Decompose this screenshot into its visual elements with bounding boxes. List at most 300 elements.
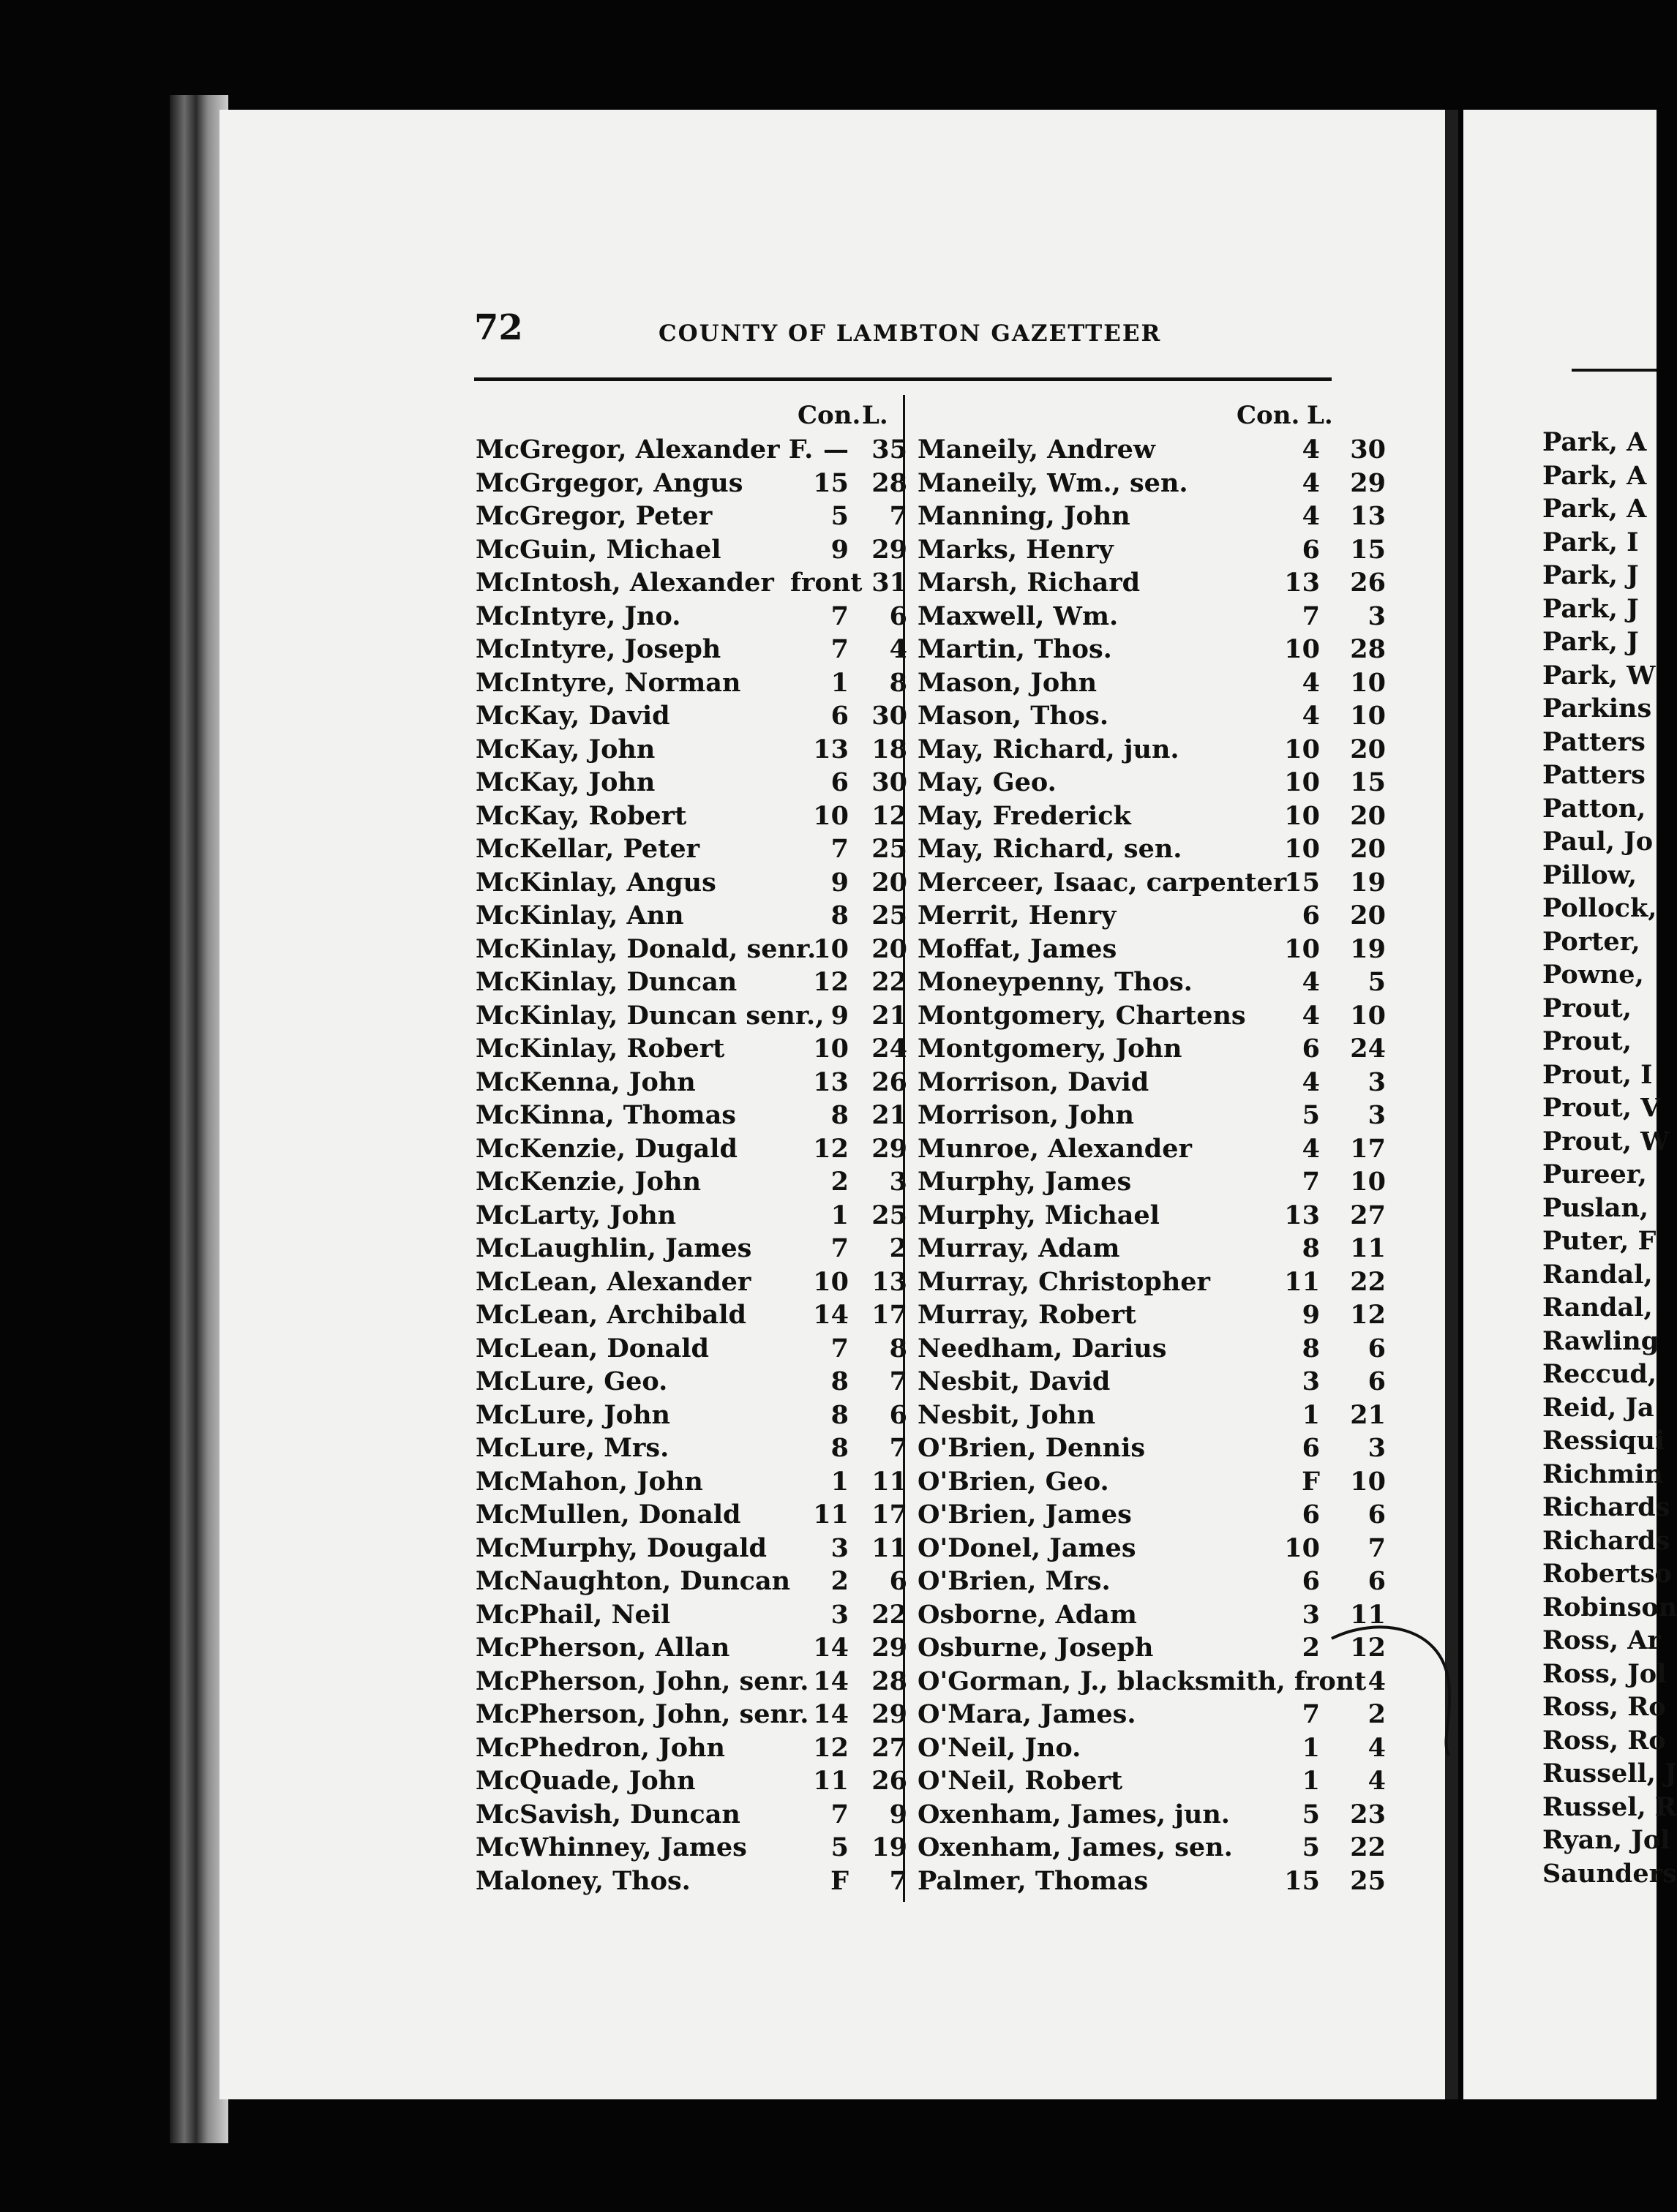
lot-value: 24 (1350, 1034, 1386, 1064)
list-item (476, 433, 907, 467)
concession-value: 2 (830, 1167, 849, 1197)
page-number: 72 (474, 307, 523, 348)
concession-value: 15 (813, 467, 849, 498)
lot-value: 3 (1368, 1100, 1386, 1130)
list-item (918, 766, 1386, 800)
lot-value: 4 (1368, 1766, 1386, 1796)
resident-name: McLure, Mrs. (476, 1433, 669, 1463)
concession-value: 8 (830, 1433, 849, 1463)
list-item (918, 1731, 1386, 1765)
resident-name: McLure, John (476, 1399, 670, 1430)
list-item (476, 1665, 907, 1698)
lot-value: 17 (871, 1500, 907, 1530)
resident-name: McKinlay, Duncan senr., (476, 1000, 825, 1031)
lot-value: 28 (871, 467, 907, 498)
resident-name: McPhedron, John (476, 1732, 725, 1763)
resident-name: McLaughlin, James (476, 1233, 752, 1263)
list-item (918, 899, 1386, 933)
lot-value: 30 (1350, 434, 1386, 464)
resident-name: McKinlay, Ann (476, 900, 684, 930)
resident-name: McKinna, Thomas (476, 1100, 736, 1130)
concession-value: 5 (1302, 1100, 1320, 1130)
list-item (918, 1698, 1386, 1731)
resident-name-partial: Park, A (1542, 494, 1647, 524)
list-item (918, 1665, 1386, 1698)
concession-value: 12 (813, 1133, 849, 1164)
resident-name: McPherson, John, senr. (476, 1666, 809, 1696)
concession-value: 7 (1302, 601, 1320, 631)
concession-value: 10 (1284, 734, 1320, 764)
concession-value: 4 (1302, 467, 1320, 498)
resident-name: Oxenham, James, sen. (918, 1832, 1233, 1862)
lot-value: 30 (871, 767, 907, 797)
list-item (476, 1199, 907, 1233)
concession-value: 8 (830, 1100, 849, 1130)
resident-name-partial: Powne, (1542, 960, 1644, 990)
resident-name: McKinlay, Duncan (476, 967, 738, 997)
lot-value: 10 (1350, 1167, 1386, 1197)
list-item (476, 566, 907, 600)
concession-value: 1 (1302, 1766, 1320, 1796)
list-item (476, 933, 907, 966)
lot-value: 22 (871, 967, 907, 997)
list-item (476, 1165, 907, 1199)
concession-value: front (790, 568, 863, 598)
lot-value: 29 (871, 1133, 907, 1164)
lot-value: 6 (889, 1399, 907, 1430)
concession-value: 2 (1302, 1633, 1320, 1663)
resident-name: O'Donel, James (918, 1532, 1136, 1563)
list-item (476, 1498, 907, 1532)
list-item (918, 467, 1386, 500)
resident-name-partial: Puter, F (1542, 1226, 1657, 1256)
concession-value: 6 (1302, 1433, 1320, 1463)
resident-name-partial: Robinson (1542, 1592, 1677, 1622)
resident-name: Mason, John (918, 667, 1098, 698)
lot-value: 3 (1368, 601, 1386, 631)
lot-value: 3 (889, 1167, 907, 1197)
concession-value: 14 (813, 1699, 849, 1729)
resident-name-partial: Park, W (1542, 660, 1656, 691)
list-item (476, 1532, 907, 1565)
concession-value: 11 (813, 1766, 849, 1796)
concession-value: 14 (813, 1666, 849, 1696)
list-item (918, 1432, 1386, 1465)
concession-value: 10 (1284, 933, 1320, 964)
resident-name: Osborne, Adam (918, 1599, 1137, 1630)
lot-value: 31 (871, 568, 907, 598)
resident-name: Marks, Henry (918, 534, 1114, 565)
list-item (476, 999, 907, 1033)
lot-value: 7 (889, 1433, 907, 1463)
lot-value: 26 (871, 1066, 907, 1097)
lot-value: 21 (871, 1000, 907, 1031)
resident-name-partial: Prout, (1542, 1026, 1632, 1056)
resident-name-partial: Ryan, Jol (1542, 1825, 1670, 1855)
resident-name-partial: Pillow, (1542, 859, 1637, 890)
resident-name: McPherson, Allan (476, 1633, 730, 1663)
lot-value: 20 (1350, 834, 1386, 864)
concession-value: 3 (830, 1532, 849, 1563)
lot-value: 4 (889, 634, 907, 664)
resident-name-partial: Pureer, (1542, 1159, 1647, 1189)
concession-value: 7 (830, 1233, 849, 1263)
resident-name-partial: Rawling (1542, 1325, 1659, 1356)
lot-value: 8 (889, 667, 907, 698)
list-item (918, 1099, 1386, 1132)
book-gutter (1445, 110, 1458, 2099)
concession-value: 1 (1302, 1732, 1320, 1763)
list-item (476, 500, 907, 533)
resident-name: O'Brien, Mrs. (918, 1566, 1111, 1596)
concession-value: 6 (1302, 1500, 1320, 1530)
header-rule (474, 377, 1332, 381)
list-item (476, 733, 907, 767)
list-item (476, 1298, 907, 1332)
list-item (918, 1165, 1386, 1199)
list-item (476, 1731, 907, 1765)
resident-name-partial: Russell, J (1542, 1758, 1677, 1788)
resident-name: Manning, John (918, 501, 1130, 531)
list-item (918, 1199, 1386, 1233)
concession-value: 4 (1302, 967, 1320, 997)
resident-name: Morrison, David (918, 1066, 1149, 1097)
resident-name-partial: Patters (1542, 726, 1646, 757)
resident-name-partial: Ross, Ro (1542, 1692, 1666, 1722)
concession-value: — (823, 434, 849, 464)
lot-value: 10 (1350, 1000, 1386, 1031)
concession-value: 10 (1284, 634, 1320, 664)
concession-value: 3 (1302, 1366, 1320, 1396)
concession-value: 7 (830, 634, 849, 664)
resident-name: Merceer, Isaac, carpenter (918, 867, 1287, 898)
list-item (476, 1332, 907, 1366)
list-item (918, 1066, 1386, 1099)
resident-name: Osburne, Joseph (918, 1633, 1154, 1663)
lot-value: 4 (1368, 1732, 1386, 1763)
list-item (918, 1798, 1386, 1832)
list-item (476, 600, 907, 633)
concession-value: F (830, 1865, 849, 1896)
lot-value: 21 (1350, 1399, 1386, 1430)
resident-name: McMullen, Donald (476, 1500, 741, 1530)
list-item (918, 800, 1386, 833)
lot-value: 6 (1368, 1366, 1386, 1396)
list-item (918, 733, 1386, 767)
concession-value: 4 (1302, 701, 1320, 731)
resident-name: McLarty, John (476, 1200, 677, 1230)
resident-name: Nesbit, John (918, 1399, 1096, 1430)
lot-value: 26 (871, 1766, 907, 1796)
concession-value: 15 (1284, 1865, 1320, 1896)
concession-value: 4 (1302, 667, 1320, 698)
concession-value: F (1302, 1466, 1320, 1497)
concession-value: 11 (1284, 1266, 1320, 1297)
lot-value: 11 (1350, 1233, 1386, 1263)
resident-name: McSavish, Duncan (476, 1799, 740, 1829)
list-item (918, 832, 1386, 866)
resident-name: Marsh, Richard (918, 568, 1141, 598)
list-item (476, 1432, 907, 1465)
list-item (918, 699, 1386, 733)
lot-value: 28 (1350, 634, 1386, 664)
resident-name: O'Brien, Geo. (918, 1466, 1109, 1497)
concession-value: 5 (830, 1832, 849, 1862)
resident-name: McGuin, Michael (476, 534, 721, 565)
list-item (918, 999, 1386, 1033)
list-item (918, 1565, 1386, 1598)
list-item (918, 500, 1386, 533)
resident-name-partial: Parkins (1542, 693, 1652, 723)
concession-value: 13 (813, 1066, 849, 1097)
resident-name: Munroe, Alexander (918, 1133, 1192, 1164)
resident-name: Moneypenny, Thos. (918, 967, 1193, 997)
concession-value: 1 (830, 1466, 849, 1497)
list-item (476, 533, 907, 567)
list-item (476, 800, 907, 833)
concession-value: 13 (813, 734, 849, 764)
lot-value: 20 (1350, 734, 1386, 764)
list-item (476, 1631, 907, 1665)
lot-value: 19 (1350, 933, 1386, 964)
concession-value: 10 (1284, 800, 1320, 831)
resident-name: McIntyre, Norman (476, 667, 741, 698)
concession-value: 12 (813, 967, 849, 997)
concession-value: 7 (830, 601, 849, 631)
list-item (476, 832, 907, 866)
concession-value: 14 (813, 1633, 849, 1663)
lot-value: 5 (1368, 967, 1386, 997)
concession-value: 9 (830, 534, 849, 565)
lot-value: 13 (1350, 501, 1386, 531)
concession-value: 6 (1302, 1034, 1320, 1064)
lot-value: 21 (871, 1100, 907, 1130)
list-item (918, 433, 1386, 467)
resident-name: McKellar, Peter (476, 834, 700, 864)
concession-value: 12 (813, 1732, 849, 1763)
lot-value: 2 (889, 1233, 907, 1263)
lot-value: 24 (871, 1034, 907, 1064)
handwritten-bracket-mark (1317, 1617, 1463, 1763)
concession-value: 8 (830, 900, 849, 930)
concession-value: 4 (1302, 1066, 1320, 1097)
list-item (918, 1365, 1386, 1399)
resident-name: McQuade, John (476, 1766, 696, 1796)
resident-name: May, Richard, jun. (918, 734, 1179, 764)
lot-value: 11 (871, 1532, 907, 1563)
resident-name: Montgomery, John (918, 1034, 1182, 1064)
concession-value: 4 (1302, 1000, 1320, 1031)
right-page-header-rule (1572, 369, 1657, 372)
resident-name-partial: Ressiqui (1542, 1426, 1665, 1456)
resident-name-partial: Park, I (1542, 527, 1639, 557)
list-item (918, 933, 1386, 966)
concession-value: 9 (830, 1000, 849, 1031)
lot-value: 25 (1350, 1865, 1386, 1896)
lot-value: 18 (871, 734, 907, 764)
lot-value: 6 (1368, 1566, 1386, 1596)
lot-value: 28 (871, 1666, 907, 1696)
resident-name: McNaughton, Duncan (476, 1566, 791, 1596)
resident-name: Murray, Christopher (918, 1266, 1210, 1297)
resident-name: McKay, John (476, 767, 656, 797)
list-item (476, 1565, 907, 1598)
resident-name-partial: Patton, (1542, 793, 1646, 824)
lot-value: 20 (1350, 800, 1386, 831)
concession-value: 15 (1284, 867, 1320, 898)
lot-value: 11 (1350, 1599, 1386, 1630)
resident-name: Maneily, Wm., sen. (918, 467, 1188, 498)
concession-value: 4 (1302, 1133, 1320, 1164)
concession-value: 10 (813, 1266, 849, 1297)
concession-value: 4 (1302, 434, 1320, 464)
lot-value: 29 (871, 1633, 907, 1663)
resident-name-partial: Russel, R (1542, 1791, 1676, 1822)
resident-name: McGregor, Peter (476, 501, 713, 531)
list-item (918, 1232, 1386, 1265)
resident-name-partial: Saunders (1542, 1858, 1677, 1889)
lot-value: 3 (1368, 1433, 1386, 1463)
middle-column-list (918, 433, 1386, 1897)
lot-value: 25 (871, 1200, 907, 1230)
list-item (476, 899, 907, 933)
lot-value: 30 (871, 701, 907, 731)
lot-value: 23 (1350, 1799, 1386, 1829)
list-item (918, 1865, 1386, 1898)
lot-value: 10 (1350, 701, 1386, 731)
resident-name-partial: Richards (1542, 1492, 1670, 1522)
concession-value: 7 (830, 1799, 849, 1829)
lot-value: 6 (889, 1566, 907, 1596)
resident-name-partial: Richards (1542, 1525, 1670, 1556)
lot-value: 6 (1368, 1333, 1386, 1363)
list-item (476, 1099, 907, 1132)
list-item (918, 1332, 1386, 1366)
concession-value: 7 (1302, 1699, 1320, 1729)
list-item (476, 1865, 907, 1898)
concession-value: 6 (1302, 534, 1320, 565)
concession-value: 6 (830, 767, 849, 797)
concession-value: 9 (1302, 1300, 1320, 1330)
lot-value: 20 (871, 933, 907, 964)
resident-name: Morrison, John (918, 1100, 1134, 1130)
lot-value: 7 (889, 501, 907, 531)
lot-value: 4 (1368, 1666, 1386, 1696)
resident-name: Maneily, Andrew (918, 434, 1155, 464)
concession-value: 10 (1284, 834, 1320, 864)
resident-name: O'Mara, James. (918, 1699, 1136, 1729)
list-item (476, 1399, 907, 1432)
lot-value: 20 (871, 867, 907, 898)
list-item (918, 1598, 1386, 1632)
lot-value: 6 (889, 601, 907, 631)
concession-value: 13 (1284, 1200, 1320, 1230)
lot-value: 22 (1350, 1832, 1386, 1862)
lot-value: 35 (871, 434, 907, 464)
middle-column-lot-header: L. (1307, 401, 1333, 430)
concession-value: 5 (1302, 1832, 1320, 1862)
resident-name: McPherson, John, senr. (476, 1699, 809, 1729)
resident-name-partial: Puslan, (1542, 1192, 1649, 1223)
lot-value: 11 (871, 1466, 907, 1497)
concession-value: 7 (830, 834, 849, 864)
list-item (918, 1831, 1386, 1865)
concession-value: 10 (813, 800, 849, 831)
list-item (476, 666, 907, 700)
resident-name-partial: Ross, Ro (1542, 1725, 1666, 1756)
lot-value: 12 (1350, 1300, 1386, 1330)
list-item (918, 1631, 1386, 1665)
concession-value: 1 (1302, 1399, 1320, 1430)
list-item (918, 666, 1386, 700)
concession-value: 3 (1302, 1599, 1320, 1630)
concession-value: 8 (1302, 1233, 1320, 1263)
concession-value: 2 (830, 1566, 849, 1596)
resident-name: O'Gorman, J., blacksmith, front (918, 1666, 1367, 1696)
list-item (918, 533, 1386, 567)
resident-name: McIntyre, Jno. (476, 601, 681, 631)
concession-value: 4 (1302, 501, 1320, 531)
list-item (476, 1598, 907, 1632)
concession-value: 10 (1284, 767, 1320, 797)
concession-value: 6 (1302, 900, 1320, 930)
list-item (476, 1132, 907, 1166)
lot-value: 7 (889, 1366, 907, 1396)
lot-value: 15 (1350, 534, 1386, 565)
list-item (476, 699, 907, 733)
resident-name: McMurphy, Dougald (476, 1532, 768, 1563)
resident-name: O'Brien, Dennis (918, 1433, 1146, 1463)
lot-value: 7 (889, 1865, 907, 1896)
lot-value: 17 (871, 1300, 907, 1330)
concession-value: 14 (813, 1300, 849, 1330)
list-item (918, 1265, 1386, 1299)
list-item (476, 467, 907, 500)
lot-value: 6 (1368, 1500, 1386, 1530)
concession-value: 8 (830, 1399, 849, 1430)
left-column-list (476, 433, 907, 1897)
concession-value: 10 (813, 1034, 849, 1064)
resident-name-partial: Park, A (1542, 460, 1647, 491)
concession-value: 3 (830, 1599, 849, 1630)
lot-value: 10 (1350, 1466, 1386, 1497)
concession-value: 6 (1302, 1566, 1320, 1596)
list-item (918, 866, 1386, 900)
list-item (918, 566, 1386, 600)
lot-value: 12 (1350, 1633, 1386, 1663)
resident-name: McPhail, Neil (476, 1599, 671, 1630)
lot-value: 20 (1350, 900, 1386, 930)
list-item (476, 1232, 907, 1265)
left-column-con-header: Con. (798, 401, 861, 430)
resident-name: Nesbit, David (918, 1366, 1111, 1396)
lot-value: 29 (1350, 467, 1386, 498)
resident-name: Maxwell, Wm. (918, 601, 1119, 631)
resident-name: Maloney, Thos. (476, 1865, 691, 1896)
resident-name: McIntyre, Joseph (476, 634, 721, 664)
lot-value: 19 (871, 1832, 907, 1862)
resident-name: Montgomery, Chartens (918, 1000, 1246, 1031)
list-item (476, 1465, 907, 1499)
resident-name: May, Richard, sen. (918, 834, 1182, 864)
resident-name: Murphy, James (918, 1167, 1132, 1197)
lot-value: 22 (1350, 1266, 1386, 1297)
resident-name-partial: Robertso (1542, 1559, 1672, 1589)
resident-name: McKenzie, John (476, 1167, 702, 1197)
resident-name-partial: Ross, Ar (1542, 1625, 1661, 1655)
list-item (476, 1764, 907, 1798)
list-item (918, 966, 1386, 999)
